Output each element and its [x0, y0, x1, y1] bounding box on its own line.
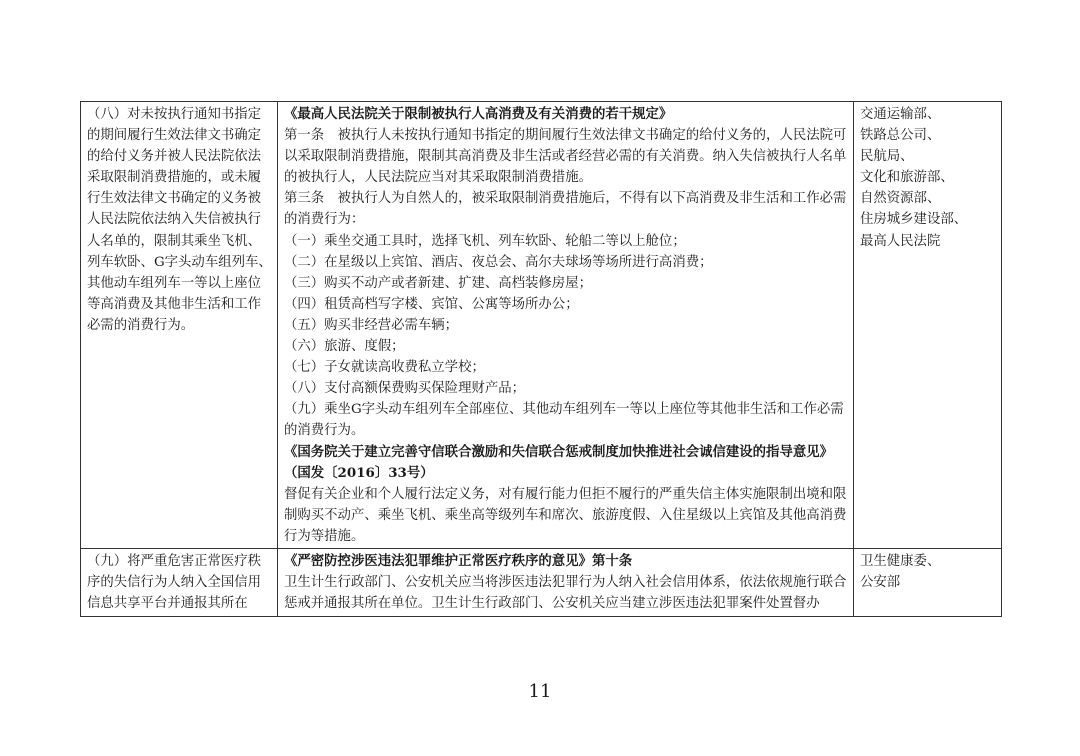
list-item: （三）购买不动产或者新建、扩建、高档装修房屋； [284, 275, 592, 291]
list-item: （八）支付高额保费购买保险理财产品； [284, 381, 526, 397]
measure-cell: （九）将严重危害正常医疗秩序的失信行为人纳入全国信用信息共享平台并通报其所在 [81, 548, 278, 616]
basis-cell [278, 548, 854, 616]
department: 住房城乡建设部、 [860, 212, 968, 228]
policy-table [80, 101, 1002, 617]
law-title: 《严密防控涉医违法犯罪维护正常医疗秩序的意见》第十条 [284, 552, 633, 569]
article-text: 督促有关企业和个人履行法定义务，对有履行能力但拒不履行的严重失信主体实施限制出境和限制购买不动产、乘坐飞机、乘坐高等级列车和席次、旅游度假、入住星级以上宾馆及其他高消费行为等措施。 [284, 486, 847, 544]
law-title: 《最高人民法院关于限制被执行人高消费及有关消费的若干规定》 [284, 106, 673, 122]
list-item: （九）乘坐G字头动车组列车全部座位、其他动车组列车一等以上座位等其他非生活和工作必需的消费行为。 [284, 402, 844, 439]
list-item: （五）购买非经营必需车辆； [284, 317, 459, 333]
list-item: （一）乘坐交通工具时，选择飞机、列车软卧、轮船二等以上舱位； [284, 233, 686, 249]
law-title: 《国务院关于建立完善守信联合激励和失信联合惩戒制度加快推进社会诚信建设的指导意见》（国发〔2016〕33号） [284, 443, 834, 481]
department: 自然资源部、 [860, 191, 941, 207]
department: 卫生健康委、 [860, 553, 941, 569]
article-text: 卫生计生行政部门、公安机关应当将涉医违法犯罪行为人纳入社会信用体系，依法依规施行联合惩戒并通报其所在单位。卫生计生行政部门、公安机关应当建立涉医违法犯罪案件处置督办 [284, 575, 847, 612]
page-number: 11 [528, 681, 552, 702]
department: 交通运输部、 [860, 107, 941, 122]
department-cell [854, 102, 1002, 549]
measure-cell: （八）对未按执行通知书指定的期间履行生效法律文书确定的给付义务并被人民法院依法采取限制消费措施的，或未履行生效法律文书确定的义务被人民法院依法纳入失信被执行人名单的，限制其乘坐飞机、列车软卧、G字头动车组列车、其他动车组列车一等以上座位等高消费及其他非生活和工作必需的消费行为。 [81, 102, 278, 549]
table-row [81, 548, 1002, 616]
table-row [81, 102, 1002, 549]
article-text: 第一条 被执行人未按执行通知书指定的期间履行生效法律文书确定的给付义务的，人民法院可以采取限制消费措施，限制其高消费及非生活或者经营必需的有关消费。纳入失信被执行人名单的被执行人，人民法院应当对其采取限制消费措施。 [284, 128, 847, 186]
list-item: （七）子女就读高收费私立学校； [284, 360, 485, 376]
article-text: 第三条 被执行人为自然人的，被采取限制消费措施后，不得有以下高消费及非生活和工作必需的消费行为： [284, 191, 847, 228]
department: 文化和旅游部、 [860, 170, 954, 186]
department: 公安部 [860, 575, 901, 591]
department: 民航局、 [860, 149, 914, 165]
basis-cell [278, 102, 854, 549]
department: 铁路总公司、 [860, 128, 941, 144]
list-item: （二）在星级以上宾馆、酒店、夜总会、高尔夫球场等场所进行高消费； [284, 254, 713, 270]
department-cell [854, 548, 1002, 616]
department: 最高人民法院 [860, 233, 941, 249]
list-item: （六）旅游、度假； [284, 339, 405, 355]
list-item: （四）租赁高档写字楼、宾馆、公寓等场所办公； [284, 296, 579, 312]
